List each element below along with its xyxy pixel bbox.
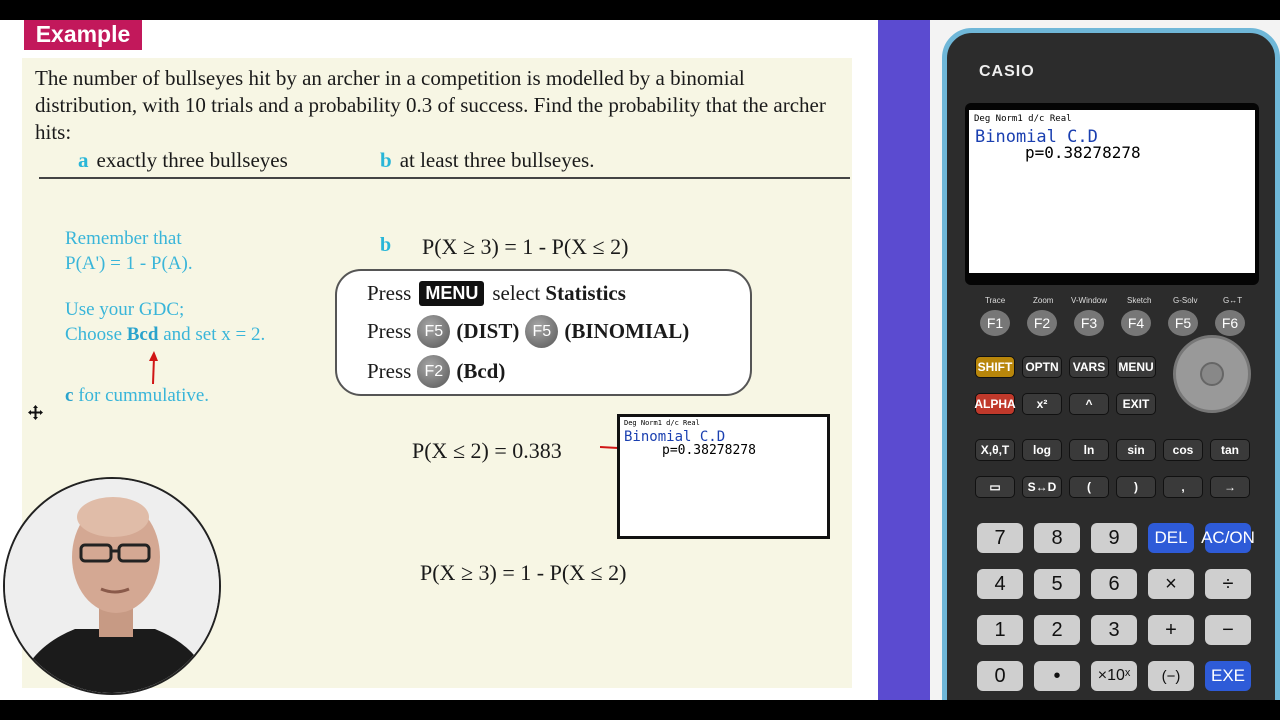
example-tag: Example: [24, 20, 142, 50]
hint-gdc-set: and set x = 2.: [163, 324, 266, 345]
key-2[interactable]: 2: [1034, 615, 1080, 645]
part-a: [78, 148, 288, 173]
equation-result: P(X ≤ 2) = 0.383: [412, 438, 562, 463]
cos-key[interactable]: cos: [1163, 439, 1203, 461]
ln-key[interactable]: ln: [1069, 439, 1109, 461]
hint-c: [65, 383, 209, 408]
select-label: select: [492, 281, 541, 305]
part-b-text: at least three bullseyes.: [399, 148, 595, 172]
instruction-line-3: [367, 355, 505, 388]
key-9[interactable]: 9: [1091, 523, 1137, 553]
dpad-center[interactable]: [1200, 362, 1224, 386]
optn-key[interactable]: OPTN: [1022, 356, 1062, 378]
exp-key[interactable]: ×10ˣ: [1091, 661, 1137, 691]
menu-key-badge: MENU: [419, 281, 484, 306]
close-paren-key[interactable]: ): [1116, 476, 1156, 498]
mini-status-bar: Deg Norm1 d/c Real: [624, 419, 700, 427]
key-0[interactable]: 0: [977, 661, 1023, 691]
mini-calculator-screen: [617, 414, 830, 539]
key-4[interactable]: 4: [977, 569, 1023, 599]
exe-key[interactable]: EXE: [1205, 661, 1251, 691]
statistics-label: Statistics: [545, 281, 626, 305]
press-label: Press: [367, 319, 412, 343]
up-arrow-icon: [147, 351, 159, 385]
video-frame: [0, 20, 1280, 700]
xthetat-key[interactable]: X,θ,T: [975, 439, 1015, 461]
store-key[interactable]: →: [1210, 476, 1250, 498]
f5-key-icon: F5: [417, 315, 450, 348]
ac-on-key[interactable]: AC/ON: [1205, 523, 1251, 553]
lcd-value: p=0.38278278: [1025, 143, 1141, 162]
multiply-key[interactable]: ×: [1148, 569, 1194, 599]
hint-gdc: [65, 297, 265, 347]
hint-c-text: for cummulative.: [78, 385, 210, 406]
key-5[interactable]: 5: [1034, 569, 1080, 599]
lcd-title: Binomial C.D: [975, 127, 1098, 147]
lesson-slide: [0, 20, 878, 700]
minus-key[interactable]: −: [1205, 615, 1251, 645]
log-key[interactable]: log: [1022, 439, 1062, 461]
sin-key[interactable]: sin: [1116, 439, 1156, 461]
calculator-brand: CASIO: [979, 63, 1035, 80]
hint-remember: [65, 226, 193, 276]
key-7[interactable]: 7: [977, 523, 1023, 553]
decimal-key[interactable]: •: [1034, 661, 1080, 691]
key-3[interactable]: 3: [1091, 615, 1137, 645]
hint-remember-line1: Remember that: [65, 228, 182, 249]
shift-key[interactable]: SHIFT: [975, 356, 1015, 378]
key-8[interactable]: 8: [1034, 523, 1080, 553]
gdc-instructions-box: [335, 269, 752, 396]
equation-complement: P(X ≥ 3) = 1 - P(X ≤ 2): [422, 234, 629, 259]
f2-key-icon: F2: [417, 355, 450, 388]
mini-screen-value: p=0.38278278: [662, 443, 756, 458]
divider: [39, 177, 850, 179]
equation-final: P(X ≥ 3) = 1 - P(X ≤ 2): [420, 560, 627, 585]
alpha-key[interactable]: ALPHA: [975, 393, 1015, 415]
fraction-key[interactable]: ▭: [975, 476, 1015, 498]
key-6[interactable]: 6: [1091, 569, 1137, 599]
vars-key[interactable]: VARS: [1069, 356, 1109, 378]
fn-label-sketch: Sketch: [1127, 296, 1152, 305]
mini-screen-title: Binomial C.D: [624, 429, 726, 445]
hint-c-label: c: [65, 385, 74, 406]
hint-remember-line2: P(A') = 1 - P(A).: [65, 253, 193, 274]
directional-pad[interactable]: [1173, 335, 1251, 413]
press-label: Press: [367, 359, 412, 383]
instruction-line-1: [367, 281, 626, 306]
presenter-avatar: [5, 479, 221, 695]
open-paren-key[interactable]: (: [1069, 476, 1109, 498]
f5-key[interactable]: F5: [1168, 310, 1198, 336]
presenter-webcam: [3, 477, 221, 695]
part-a-label: a: [78, 148, 89, 172]
f4-key[interactable]: F4: [1121, 310, 1151, 336]
calculator-emulator: [942, 28, 1280, 700]
exit-key[interactable]: EXIT: [1116, 393, 1156, 415]
hint-gdc-line2: [65, 322, 265, 347]
dist-label: (DIST): [456, 319, 520, 343]
calculator-screen: [965, 103, 1259, 285]
calculator-lcd: [969, 110, 1255, 273]
fn-label-gt: G↔T: [1223, 296, 1243, 305]
hint-gdc-choose: Choose: [65, 324, 122, 345]
fn-label-vwindow: V-Window: [1071, 296, 1108, 305]
move-cursor-icon: [28, 405, 43, 420]
f1-key[interactable]: F1: [980, 310, 1010, 336]
divider-band: [878, 20, 930, 700]
divide-key[interactable]: ÷: [1205, 569, 1251, 599]
f3-key[interactable]: F3: [1074, 310, 1104, 336]
part-b: [380, 148, 594, 173]
square-key[interactable]: x²: [1022, 393, 1062, 415]
std-key[interactable]: S↔D: [1022, 476, 1062, 498]
instruction-line-2: [367, 315, 689, 348]
fn-label-trace: Trace: [985, 296, 1006, 305]
key-1[interactable]: 1: [977, 615, 1023, 645]
hint-gdc-bcd: Bcd: [126, 324, 159, 345]
tan-key[interactable]: tan: [1210, 439, 1250, 461]
comma-key[interactable]: ,: [1163, 476, 1203, 498]
f5-key-icon: F5: [525, 315, 558, 348]
negative-key[interactable]: (−): [1148, 661, 1194, 691]
binomial-label: (BINOMIAL): [564, 319, 690, 343]
part-a-text: exactly three bullseyes: [96, 148, 288, 172]
question-text: The number of bullseyes hit by an archer in a competition is modelled by a binomial distribution, with 10 trials and a probability 0.3 of success. Find the probability that the archer hits:: [35, 66, 826, 144]
fn-label-gsolv: G-Solv: [1173, 296, 1198, 305]
fn-label-zoom: Zoom: [1033, 296, 1054, 305]
lcd-status-bar: Deg Norm1 d/c Real: [974, 114, 1072, 124]
del-key[interactable]: DEL: [1148, 523, 1194, 553]
bcd-label: (Bcd): [456, 359, 506, 383]
press-label: Press: [367, 281, 412, 305]
f6-key[interactable]: F6: [1215, 310, 1245, 336]
menu-key[interactable]: MENU: [1116, 356, 1156, 378]
working-b-label: b: [380, 234, 392, 256]
power-key[interactable]: ^: [1069, 393, 1109, 415]
f2-key[interactable]: F2: [1027, 310, 1057, 336]
hint-gdc-line1: Use your GDC;: [65, 299, 185, 320]
part-b-label: b: [380, 148, 392, 172]
plus-key[interactable]: +: [1148, 615, 1194, 645]
